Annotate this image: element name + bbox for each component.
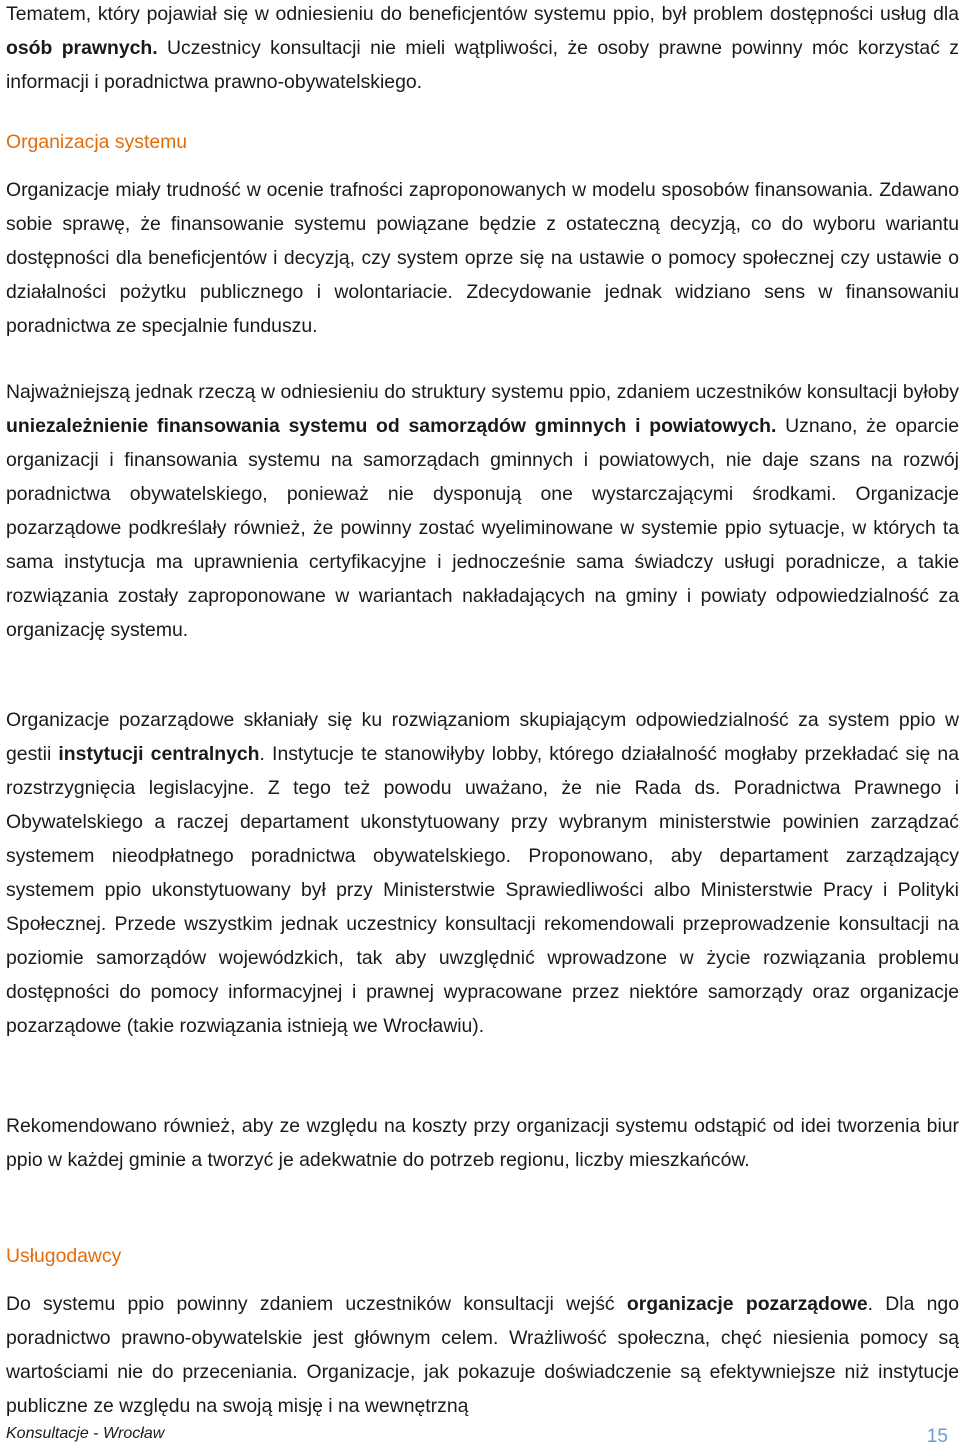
paragraph-text: Uczestnicy konsultacji nie mieli wątpliwości, że osoby prawne powinny móc korzystać z informacji i poradnictwa prawno-obywatelskiego. bbox=[6, 37, 960, 93]
footer-title: Konsultacje - Wrocław bbox=[6, 1425, 165, 1442]
bold-phrase: instytucji centralnych bbox=[58, 743, 260, 765]
paragraph-legal-entities bbox=[6, 0, 959, 99]
paragraph-recommendation: Rekomendowano również, aby ze względu na koszty przy organizacji systemu odstąpić od idei tworzenia biur ppio w każdej gminie a tworzyć je adekwatnie do potrzeb regionu, liczby mieszkańców. bbox=[6, 1115, 959, 1171]
paragraph-providers bbox=[6, 1287, 959, 1423]
page-number: 15 bbox=[926, 1426, 948, 1447]
section-heading-organizacja: Organizacja systemu bbox=[6, 131, 188, 153]
paragraph-text: Do systemu ppio powinny zdaniem uczestników konsultacji wejść bbox=[6, 1293, 627, 1315]
paragraph-text: Uznano, że oparcie organizacji i finansowania systemu na samorządach gminnych i powiatowych, nie daje szans na rozwój poradnictwa obywatelskiego, ponieważ nie dysponują one wystarczającymi środkami. Organizacje pozarządowe podkreślały również, że powinny zostać wyeliminowane w systemie ppio sytuacje, w których ta sama instytucja ma uprawnienia certyfikacyjne i jednocześnie sama świadczy usługi poradnicze, a takie rozwiązania zostały zaproponowane w wariantach nakładających na gminy i powiaty odpowiedzialność za organizację systemu. bbox=[6, 415, 959, 641]
paragraph-structure bbox=[6, 375, 959, 647]
paragraph-text: . Dla ngo poradnictwo prawno-obywatelskie jest głównym celem. Wrażliwość społeczna, chęć niesienia pomocy są wartościami nie do przeceniania. Organizacje, jak pokazuje doświadczenie są efektywniejsze niż instytucje publiczne ze względu na swoją misję i na wewnętrzną bbox=[6, 1293, 959, 1417]
paragraph-text: Organizacje pozarządowe skłaniały się ku rozwiązaniom skupiającym odpowiedzialność za system ppio w gestii bbox=[6, 709, 959, 765]
bold-phrase: organizacje pozarządowe bbox=[626, 1293, 868, 1315]
bold-phrase: uniezależnienie finansowania systemu od samorządów gminnych i powiatowych. bbox=[6, 415, 777, 437]
paragraph-financing: Organizacje miały trudność w ocenie trafności zaproponowanych w modelu sposobów finansowania. Zdawano sobie sprawę, że finansowanie systemu powiązane będzie z ostateczną decyzją, co do wyboru wariantu dostępności dla beneficjentów i decyzją, czy system oprze się na ustawie o pomocy społecznej czy ustawie o działalności pożytku publicznego i wolontariacie. Zdecydowanie jednak widziano sens w finansowaniu poradnictwa ze specjalnie funduszu. bbox=[6, 179, 959, 337]
paragraph-text: Tematem, który pojawiał się w odniesieniu do beneficjentów systemu ppio, był problem dostępności usług dla bbox=[6, 3, 959, 25]
paragraph-central-institutions bbox=[6, 703, 959, 1043]
paragraph-text: . Instytucje te stanowiłyby lobby, którego działalność mogłaby przekładać się na rozstrzygnięcia legislacyjne. Z tego też powodu uważano, że nie Rada ds. Poradnictwa Prawnego i Obywatelskiego a raczej departament ukonstytuowany przy wybranym ministerstwie powinien zarządzać systemem nieodpłatnego poradnictwa obywatelskiego. Proponowano, aby departament zarządzający systemem ppio ukonstytuowany był przy Ministerstwie Sprawiedliwości albo Ministerstwie Pracy i Polityki Społecznej. Przede wszystkim jednak uczestnicy konsultacji rekomendowali przeprowadzenie konsultacji na poziomie samorządów wojewódzkich, tak aby uwzględnić wprowadzone w życie rozwiązania problemu dostępności do pomocy informacyjnej i prawnej wypracowane przez niektóre samorządy oraz organizacje pozarządowe (takie rozwiązania istnieją we Wrocławiu). bbox=[6, 743, 959, 1037]
bold-phrase: osób prawnych. bbox=[6, 37, 158, 59]
section-heading-uslugodawcy: Usługodawcy bbox=[6, 1245, 122, 1267]
paragraph-text: Najważniejszą jednak rzeczą w odniesieniu do struktury systemu ppio, zdaniem uczestników konsultacji byłoby bbox=[6, 381, 959, 403]
